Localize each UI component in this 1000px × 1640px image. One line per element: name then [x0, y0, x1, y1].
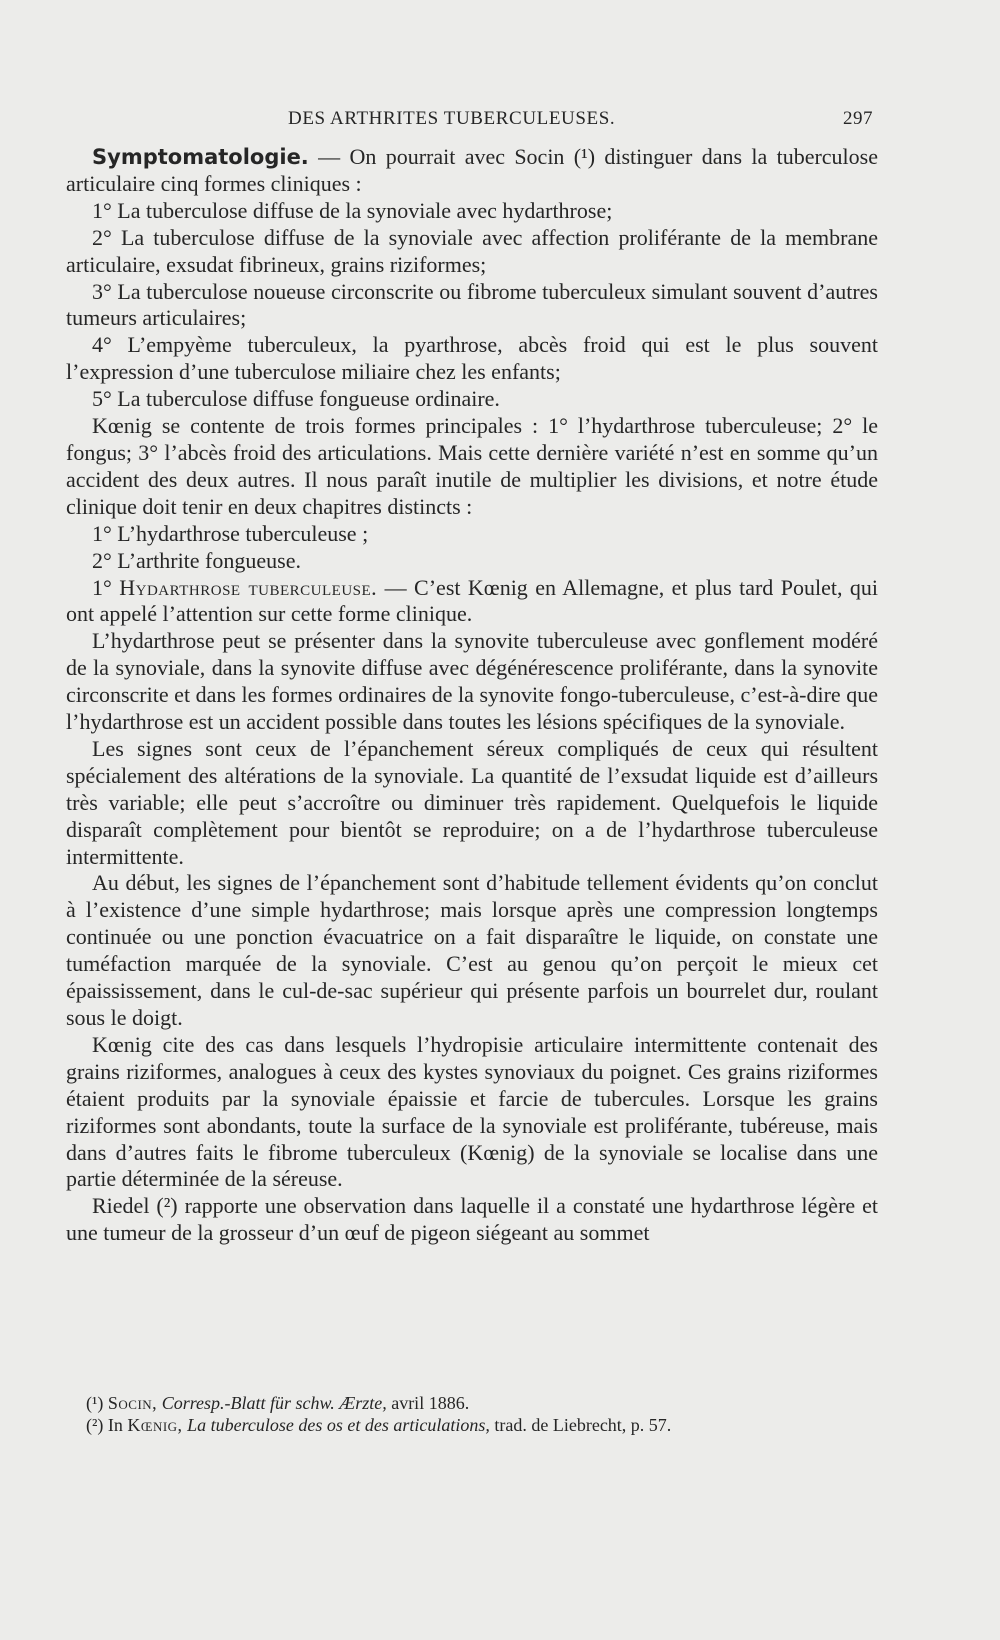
- footnotes: [86, 1392, 866, 1436]
- section-heading: Symptomatologie.: [92, 145, 309, 169]
- list-item-1: 1° La tuberculose diffuse de la synoviale avec hydarthrose;: [92, 197, 613, 223]
- paragraph-hydarthrose-section: [66, 575, 878, 629]
- paragraph-hydarthrose: L’hydarthrose peut se présenter dans la synovite tuberculeuse avec gonflement modéré de la synoviale, dans la synovite diffuse avec dégénérescence proliférante, dans la synovite circonscrite et dans les formes ordinaires de la synovite fongo-tuberculeuse, c’est-à-dire que l’hydarthrose est un accident possible dans toutes les lésions spécifiques de la synoviale.: [66, 628, 878, 735]
- running-header: [288, 108, 873, 130]
- running-title: DES ARTHRITES TUBERCULEUSES.: [288, 108, 616, 129]
- paragraph-text: — On pourrait avec Socin (¹) distinguer dans la tuberculose articulaire cinq formes cliniques :: [66, 144, 878, 196]
- footnote-rest: avril 1886.: [386, 1393, 470, 1413]
- footnote-2: [86, 1414, 866, 1436]
- footnote-prefix: In: [107, 1415, 128, 1435]
- section-title: Hydarthrose tuberculeuse.: [119, 574, 378, 600]
- paragraph-signes: Les signes sont ceux de l’épanchement séreux compliqués de ceux qui résultent spécialement des altérations de la synoviale. La quantité de l’exsudat liquide est d’ailleurs très variable; elle peut s’accroître ou diminuer très rapidement. Quelquefois le liquide disparaît complètement pour bientôt se reproduire; on a de l’hydarthrose tuberculeuse intermittente.: [66, 735, 878, 869]
- list-item-5: 5° La tuberculose diffuse fongueuse ordinaire.: [92, 386, 500, 412]
- body-text: [66, 144, 878, 1247]
- footnote-mark: (²): [86, 1415, 104, 1435]
- list-item-4: 4° L’empyème tuberculeux, la pyarthrose, abcès froid qui est le plus souvent l’expression d’une tuberculose miliaire chez les enfants;: [66, 332, 878, 385]
- list-item-2: 2° La tuberculose diffuse de la synoviale avec affection proliférante de la membrane articulaire, exsudat fibrineux, grains riziformes;: [66, 224, 878, 277]
- paragraph-grains: Kœnig cite des cas dans lesquels l’hydropisie articulaire intermittente contenait des grains riziformes, analogues à ceux des kystes synoviaux du poignet. Ces grains riziformes étaient produits par la synoviale épaissie et farcie de tubercules. Lorsque les grains riziformes sont abondants, toute la surface de la synoviale est proliférante, tubéreuse, mais dans d’autres faits le fibrome tuberculeux (Kœnig) de la synoviale se localise dans une partie déterminée de la séreuse.: [66, 1031, 878, 1192]
- list-item-3: 3° La tuberculose noueuse circonscrite ou fibrome tuberculeux simulant souvent d’autres tumeurs articulaires;: [66, 278, 878, 331]
- section-text: — C’est Kœnig en Allemagne, et plus tard Poulet, qui ont appelé l’attention sur cette forme clinique.: [66, 574, 878, 627]
- footnote-title: Corresp.-Blatt für schw. Ærzte,: [161, 1393, 387, 1413]
- footnote-mark: (¹): [86, 1393, 104, 1413]
- page-number: 297: [843, 108, 873, 129]
- footnote-author: Socin,: [107, 1393, 158, 1413]
- paragraph-debut: Au début, les signes de l’épanchement sont d’habitude tellement évidents qu’on conclut à l’existence d’une simple hydarthrose; mais lorsque après une compression longtemps continuée ou une ponction évacuatrice on a fait disparaître le liquide, on constate une tuméfaction marquée de la synoviale. C’est au genou qu’on perçoit le mieux cet épaississement, dans le cul-de-sac supérieur qui présente parfois un bourrelet dur, roulant sous le doigt.: [66, 870, 878, 1030]
- chapter-item-1: 1° L’hydarthrose tuberculeuse ;: [92, 520, 369, 546]
- paragraph-symptomatologie: [66, 144, 878, 198]
- footnote-title: La tuberculose des os et des articulations,: [187, 1415, 490, 1435]
- section-number: 1°: [92, 574, 112, 600]
- footnote-author: Kœnig,: [127, 1415, 183, 1435]
- chapter-item-2: 2° L’arthrite fongueuse.: [92, 547, 301, 573]
- paragraph-riedel: Riedel (²) rapporte une observation dans laquelle il a constaté une hydarthrose légère et une tumeur de la grosseur d’un œuf de pigeon siégeant au sommet: [66, 1193, 878, 1246]
- footnote-1: [86, 1392, 866, 1414]
- footnote-rest: trad. de Liebrecht, p. 57.: [489, 1415, 672, 1435]
- paragraph-koenig: Kœnig se contente de trois formes principales : 1° l’hydarthrose tuberculeuse; 2° le fongus; 3° l’abcès froid des articulations. Mais cette dernière variété n’est en somme qu’un accident des deux autres. Il nous paraît inutile de multiplier les divisions, et notre étude clinique doit tenir en deux chapitres distincts :: [66, 413, 878, 519]
